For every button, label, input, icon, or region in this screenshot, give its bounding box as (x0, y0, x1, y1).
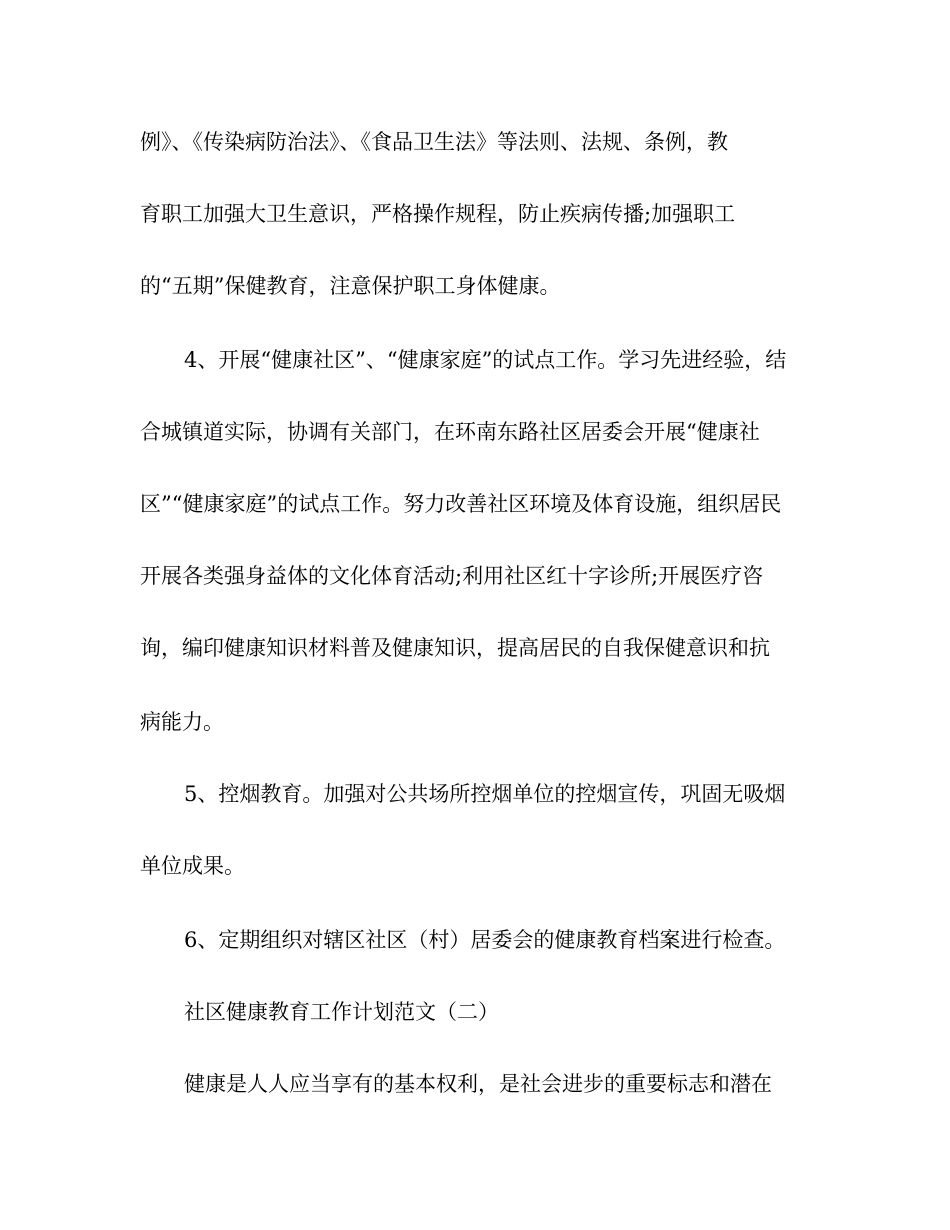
text-line: 5、控烟教育。加强对公共场所控烟单位的控烟宣传，巩固无吸烟 (184, 782, 786, 806)
text-line: 合城镇道实际，协调有关部门，在环南东路社区居委会开展“健康社 (140, 420, 760, 444)
text-line: 6、定期组织对辖区社区（村）居委会的健康教育档案进行检查。 (184, 928, 786, 952)
text-line: 健康是人人应当享有的基本权利，是社会进步的重要标志和潜在 (184, 1072, 772, 1096)
text-line: 病能力。 (140, 710, 224, 734)
text-line: 育职工加强大卫生意识，严格操作规程，防止疾病传播;加强职工 (140, 202, 736, 226)
text-line: 单位成果。 (140, 854, 245, 878)
text-line: 区”“健康家庭”的试点工作。努力改善社区环境及体育设施，组织居民 (140, 492, 782, 516)
text-line: 例》、《传染病防治法》、《食品卫生法》等法则、法规、条例，教 (140, 130, 728, 154)
text-line: 开展各类强身益体的文化体育活动;利用社区红十字诊所;开展医疗咨 (140, 564, 764, 588)
section-heading: 社区健康教育工作计划范文（二） (184, 1000, 499, 1024)
text-line: 4、开展“健康社区”、“健康家庭”的试点工作。学习先进经验，结 (184, 348, 787, 372)
text-line: 的“五期”保健教育，注意保护职工身体健康。 (140, 274, 561, 298)
text-line: 询，编印健康知识材料普及健康知识，提高居民的自我保健意识和抗 (140, 636, 770, 660)
